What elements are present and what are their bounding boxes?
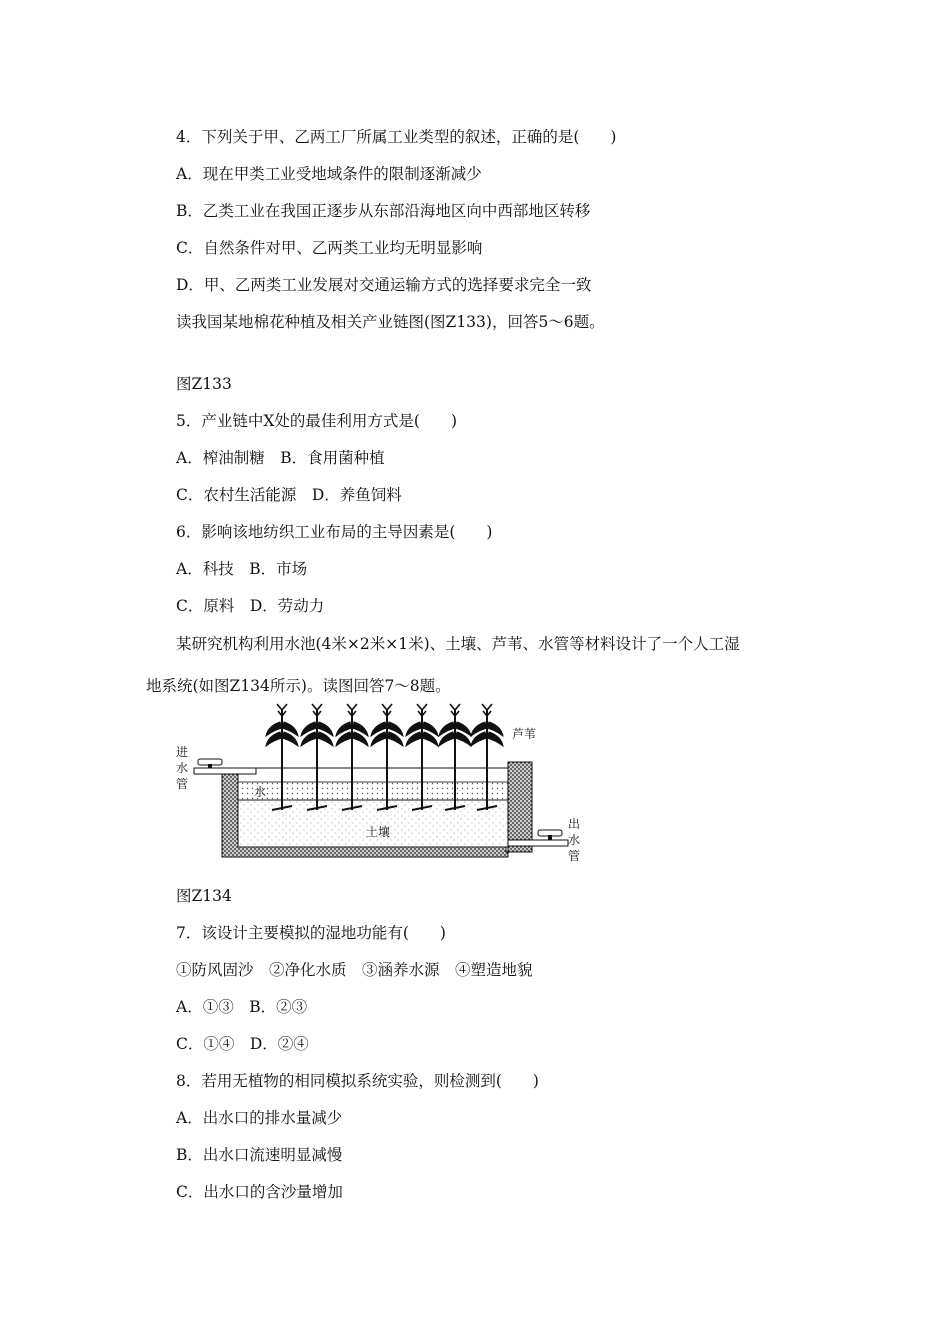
inlet-label-1: 进 [176, 745, 189, 759]
outlet-pipe [508, 840, 568, 846]
tank-right-wall [508, 762, 532, 842]
inlet-pipe [194, 768, 256, 774]
question-7-options-ab: A．①③ B．②③ [176, 998, 308, 1016]
question-6-options-cd: C．原料 D．劳动力 [176, 597, 325, 615]
question-4-option-d: D．甲、乙两类工业发展对交通运输方式的选择要求完全一致 [176, 276, 592, 294]
question-8-stem: 8．若用无植物的相同模拟系统实验，则检测到( ) [176, 1072, 539, 1090]
water-layer [238, 782, 508, 800]
question-4-stem: 4．下列关于甲、乙两工厂所属工业类型的叙述，正确的是( ) [176, 128, 617, 146]
water-label: 水 [254, 785, 267, 799]
wetland-diagram [176, 702, 596, 872]
soil-label: 土壤 [366, 825, 391, 839]
outlet-label-1: 出 [568, 817, 581, 831]
inlet-label-2: 水 [176, 761, 189, 775]
outlet-stem [548, 835, 552, 840]
question-8-option-a: A．出水口的排水量减少 [176, 1109, 343, 1127]
reed-label: 芦苇 [512, 727, 537, 741]
question-4-option-c: C．自然条件对甲、乙两类工业均无明显影响 [176, 239, 483, 257]
soil-layer [238, 800, 508, 847]
question-7-statements: ①防风固沙 ②净化水质 ③涵养水源 ④塑造地貌 [176, 961, 533, 979]
intro-7-8-line1: 某研究机构利用水池(4米×2米×1米)、土壤、芦苇、水管等材料设计了一个人工湿 [176, 635, 740, 653]
outlet-label-3: 管 [568, 849, 581, 863]
question-6-stem: 6．影响该地纺织工业布局的主导因素是( ) [176, 523, 493, 541]
question-8-option-b: B．出水口流速明显减慢 [176, 1146, 343, 1164]
question-7-stem: 7．该设计主要模拟的湿地功能有( ) [176, 924, 446, 942]
intro-7-8-line2: 地系统(如图Z134所示)。读图回答7～8题。 [146, 677, 451, 695]
question-5-options-cd: C．农村生活能源 D．养鱼饲料 [176, 486, 402, 504]
question-4-option-a: A．现在甲类工业受地域条件的限制逐渐减少 [176, 165, 482, 183]
figure-z134-caption: 图Z134 [176, 887, 232, 905]
question-5-options-ab: A．榨油制糖 B．食用菌种植 [176, 449, 385, 467]
question-7-options-cd: C．①④ D．②④ [176, 1035, 309, 1053]
figure-z133-caption: 图Z133 [176, 375, 232, 393]
question-8-option-c: C．出水口的含沙量增加 [176, 1183, 343, 1201]
inlet-label-3: 管 [176, 777, 189, 791]
outlet-label-2: 水 [568, 833, 581, 847]
question-5-stem: 5．产业链中X处的最佳利用方式是( ) [176, 412, 457, 430]
intro-5-6: 读我国某地棉花种植及相关产业链图(图Z133)，回答5～6题。 [176, 313, 605, 331]
question-4-option-b: B．乙类工业在我国正逐步从东部沿海地区向中西部地区转移 [176, 202, 591, 220]
inlet-stem [208, 764, 212, 768]
question-6-options-ab: A．科技 B．市场 [176, 560, 308, 578]
